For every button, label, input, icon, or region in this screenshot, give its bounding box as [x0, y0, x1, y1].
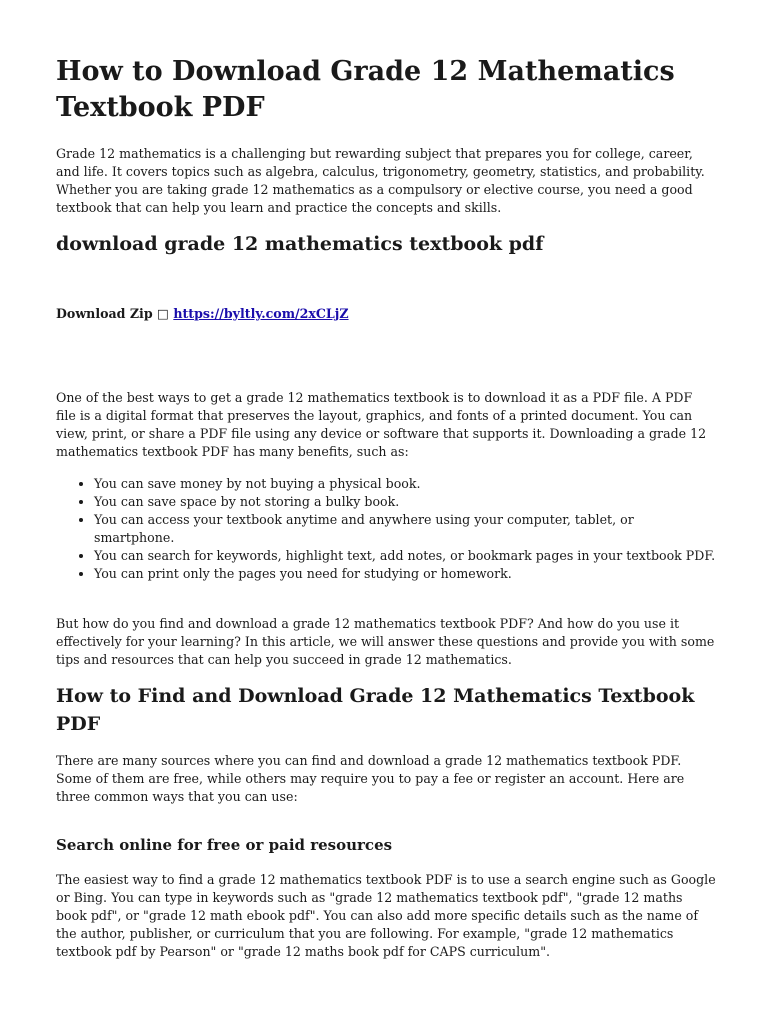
list-item: • You can search for keywords, highlight text, add notes, or bookmark pages in your textbook PDF.: [94, 547, 716, 565]
list-item: • You can access your textbook anytime and anywhere using your computer, tablet, or smartphone.: [94, 511, 716, 547]
missing-glyph-icon: □: [157, 306, 169, 321]
page-title: How to Download Grade 12 Mathematics Textbook PDF: [56, 56, 675, 123]
pdf-paragraph: One of the best ways to get a grade 12 mathematics textbook is to download it as a PDF file. A PDF file is a digital format that preserves the layout, graphics, and fonts of a printed document. You can view, print, or share a PDF file using any device or software that supports it. Downloading a grade 12 mathematics textbook PDF has many benefits, such as:: [56, 390, 707, 459]
intro-paragraph: Grade 12 mathematics is a challenging but rewarding subject that prepares you for college, career, and life. It covers topics such as algebra, calculus, trigonometry, geometry, statistics, and probability. Whether you are taking grade 12 mathematics as a compulsory or elective course, you need a good textbook that can help you learn and practice the concepts and skills.: [56, 146, 705, 215]
list-item: • You can print only the pages you need for studying or homework.: [94, 565, 716, 583]
download-line: [56, 305, 716, 323]
list-item: • You can save money by not buying a physical book.: [94, 475, 716, 493]
list-item: • You can save space by not storing a bulky book.: [94, 493, 716, 511]
search-paragraph: The easiest way to find a grade 12 mathematics textbook PDF is to use a search engine such as Google or Bing. You can type in keywords such as "grade 12 mathematics textbook pdf", "grade 12 maths book pdf", or "grade 12 math ebook pdf". You can also add more specific details such as the name of the author, publisher, or curriculum that you are following. For example, "grade 12 mathematics textbook pdf by Pearson" or "grade 12 maths book pdf for CAPS curriculum".: [56, 872, 716, 959]
benefits-list: [56, 475, 716, 583]
download-label: Download Zip: [56, 306, 153, 321]
subheading: download grade 12 mathematics textbook pdf: [56, 233, 544, 255]
sources-paragraph: There are many sources where you can find and download a grade 12 mathematics textbook PDF. Some of them are free, while others may require you to pay a fee or register an account. Here are three common ways that you can use:: [56, 753, 685, 804]
section-heading: How to Find and Download Grade 12 Mathematics Textbook PDF: [56, 685, 695, 735]
question-paragraph: But how do you find and download a grade 12 mathematics textbook PDF? And how do you use it effectively for your learning? In this article, we will answer these questions and provide you with some tips and resources that can help you succeed in grade 12 mathematics.: [56, 616, 715, 667]
search-heading: Search online for free or paid resources: [56, 836, 393, 854]
download-link[interactable]: https://byltly.com/2xCLjZ: [173, 306, 349, 321]
